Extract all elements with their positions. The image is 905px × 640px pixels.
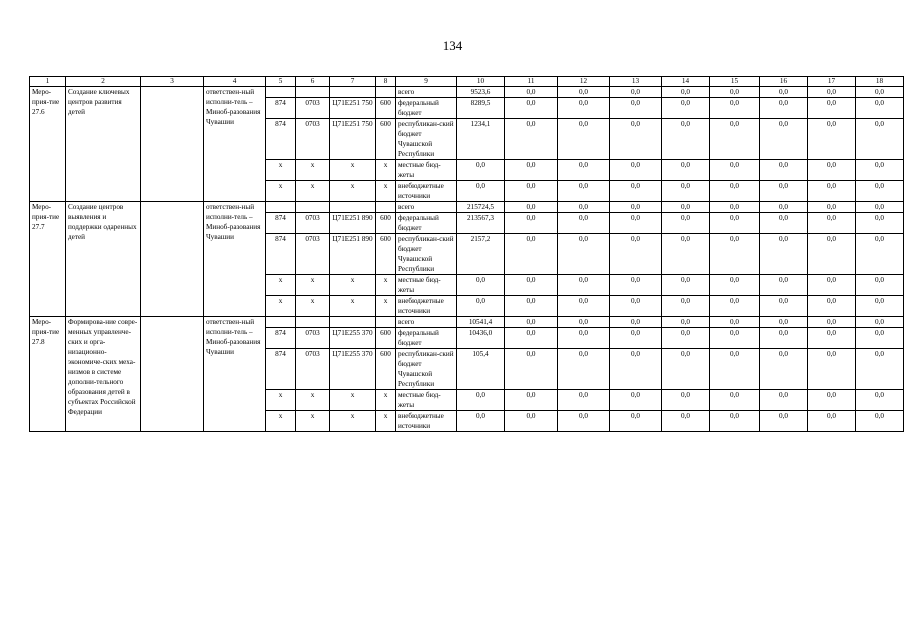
section-code-cell: 0703 [296, 328, 330, 349]
year-value-cell: 0,0 [662, 275, 710, 296]
year-value-cell: 0,0 [662, 390, 710, 411]
year-value-cell: 0,0 [710, 98, 760, 119]
expense-type-cell: х [376, 411, 396, 432]
budget-table [29, 76, 904, 432]
column-3-cell [141, 202, 204, 317]
year-value-cell: 0,0 [558, 119, 610, 160]
column-number-header: 7 [330, 77, 376, 87]
year-value-cell: 0,0 [662, 296, 710, 317]
grbs-code-cell: х [266, 411, 296, 432]
year-value-cell: 0,0 [505, 160, 558, 181]
year-value-cell: 0,0 [760, 349, 808, 390]
year-value-cell: 0,0 [505, 98, 558, 119]
year-value-cell: 0,0 [505, 349, 558, 390]
year-value-cell: 0,0 [808, 181, 856, 202]
funding-source-cell: всего [396, 202, 457, 213]
funding-source-cell: федеральный бюджет [396, 98, 457, 119]
year-value-cell: 0,0 [760, 234, 808, 275]
target-article-cell: Ц71Е251 890 [330, 234, 376, 275]
funding-source-cell: внебюджетные источники [396, 411, 457, 432]
section-code-cell: 0703 [296, 98, 330, 119]
expense-type-cell: 600 [376, 328, 396, 349]
funding-source-cell: внебюджетные источники [396, 296, 457, 317]
table-row [30, 87, 904, 98]
target-article-cell: х [330, 411, 376, 432]
year-value-cell: 0,0 [558, 234, 610, 275]
funding-source-cell: местные бюд-жеты [396, 275, 457, 296]
section-code-cell: 0703 [296, 349, 330, 390]
year-value-cell: 0,0 [662, 349, 710, 390]
section-code-cell [296, 202, 330, 213]
year-value-cell: 0,0 [662, 181, 710, 202]
target-article-cell: х [330, 275, 376, 296]
year-value-cell: 0,0 [662, 87, 710, 98]
section-code-cell [296, 317, 330, 328]
year-value-cell: 0,0 [662, 317, 710, 328]
year-value-cell: 0,0 [808, 296, 856, 317]
year-value-cell: 0,0 [808, 213, 856, 234]
target-article-cell: х [330, 390, 376, 411]
year-value-cell: 0,0 [558, 328, 610, 349]
year-value-cell: 0,0 [610, 296, 662, 317]
grbs-code-cell [266, 317, 296, 328]
year-value-cell: 0,0 [505, 87, 558, 98]
year-value-cell: 0,0 [760, 213, 808, 234]
year-value-cell: 0,0 [808, 275, 856, 296]
section-code-cell: х [296, 411, 330, 432]
funding-source-cell: местные бюд-жеты [396, 160, 457, 181]
year-value-cell: 0,0 [856, 98, 904, 119]
year-value-cell: 0,0 [610, 349, 662, 390]
measure-number-cell: Меро-прия-тие 27.8 [30, 317, 66, 432]
year-value-cell: 0,0 [505, 390, 558, 411]
funding-source-cell: республикан-ский бюджет Чувашской Республики [396, 349, 457, 390]
year-value-cell: 0,0 [558, 390, 610, 411]
amount-cell: 1234,1 [457, 119, 505, 160]
year-value-cell: 0,0 [710, 234, 760, 275]
year-value-cell: 0,0 [558, 202, 610, 213]
grbs-code-cell: 874 [266, 349, 296, 390]
grbs-code-cell: 874 [266, 234, 296, 275]
year-value-cell: 0,0 [662, 328, 710, 349]
section-code-cell: х [296, 296, 330, 317]
year-value-cell: 0,0 [856, 202, 904, 213]
year-value-cell: 0,0 [760, 275, 808, 296]
year-value-cell: 0,0 [558, 213, 610, 234]
year-value-cell: 0,0 [856, 181, 904, 202]
grbs-code-cell [266, 202, 296, 213]
year-value-cell: 0,0 [808, 87, 856, 98]
year-value-cell: 0,0 [760, 390, 808, 411]
responsible-executor-cell: ответствен-ный исполни-тель – Миноб-разования Чувашии [204, 87, 266, 202]
column-number-header: 4 [204, 77, 266, 87]
amount-cell: 2157,2 [457, 234, 505, 275]
year-value-cell: 0,0 [558, 411, 610, 432]
expense-type-cell: 600 [376, 98, 396, 119]
year-value-cell: 0,0 [610, 328, 662, 349]
year-value-cell: 0,0 [808, 349, 856, 390]
grbs-code-cell: 874 [266, 213, 296, 234]
amount-cell: 0,0 [457, 275, 505, 296]
year-value-cell: 0,0 [856, 296, 904, 317]
year-value-cell: 0,0 [610, 181, 662, 202]
expense-type-cell [376, 317, 396, 328]
year-value-cell: 0,0 [856, 234, 904, 275]
year-value-cell: 0,0 [558, 87, 610, 98]
measure-name-cell: Создание ключевых центров развития детей [66, 87, 141, 202]
year-value-cell: 0,0 [808, 98, 856, 119]
year-value-cell: 0,0 [505, 234, 558, 275]
amount-cell: 0,0 [457, 411, 505, 432]
year-value-cell: 0,0 [760, 160, 808, 181]
year-value-cell: 0,0 [610, 119, 662, 160]
year-value-cell: 0,0 [662, 119, 710, 160]
year-value-cell: 0,0 [710, 87, 760, 98]
year-value-cell: 0,0 [610, 202, 662, 213]
year-value-cell: 0,0 [558, 275, 610, 296]
amount-cell: 0,0 [457, 296, 505, 317]
section-code-cell: 0703 [296, 234, 330, 275]
amount-cell: 10436,0 [457, 328, 505, 349]
funding-source-cell: федеральный бюджет [396, 328, 457, 349]
year-value-cell: 0,0 [856, 275, 904, 296]
year-value-cell: 0,0 [610, 87, 662, 98]
column-number-header: 16 [760, 77, 808, 87]
column-number-header: 3 [141, 77, 204, 87]
year-value-cell: 0,0 [558, 317, 610, 328]
amount-cell: 9523,6 [457, 87, 505, 98]
amount-cell: 105,4 [457, 349, 505, 390]
year-value-cell: 0,0 [505, 202, 558, 213]
year-value-cell: 0,0 [856, 317, 904, 328]
target-article-cell [330, 317, 376, 328]
table-row [30, 202, 904, 213]
year-value-cell: 0,0 [505, 296, 558, 317]
target-article-cell: Ц71Е255 370 [330, 328, 376, 349]
page-number: 134 [442, 38, 463, 53]
measure-name-cell: Формирова-ние совре-менных управленче-ских и орга-низационно-экономиче-ских меха-низмов в системе дополни-тельного образования детей в субъектах Российской Федерации [66, 317, 141, 432]
section-code-cell: х [296, 181, 330, 202]
expense-type-cell: 600 [376, 119, 396, 160]
year-value-cell: 0,0 [662, 411, 710, 432]
target-article-cell: х [330, 181, 376, 202]
column-number-header: 8 [376, 77, 396, 87]
year-value-cell: 0,0 [558, 181, 610, 202]
year-value-cell: 0,0 [856, 328, 904, 349]
expense-type-cell: х [376, 181, 396, 202]
section-code-cell [296, 87, 330, 98]
grbs-code-cell: 874 [266, 328, 296, 349]
year-value-cell: 0,0 [856, 390, 904, 411]
amount-cell: 0,0 [457, 160, 505, 181]
year-value-cell: 0,0 [856, 119, 904, 160]
year-value-cell: 0,0 [760, 202, 808, 213]
column-3-cell [141, 87, 204, 202]
section-code-cell: х [296, 390, 330, 411]
year-value-cell: 0,0 [808, 411, 856, 432]
target-article-cell [330, 87, 376, 98]
year-value-cell: 0,0 [808, 202, 856, 213]
amount-cell: 0,0 [457, 390, 505, 411]
year-value-cell: 0,0 [710, 213, 760, 234]
section-code-cell: х [296, 160, 330, 181]
expense-type-cell [376, 202, 396, 213]
table-row [30, 317, 904, 328]
year-value-cell: 0,0 [610, 390, 662, 411]
target-article-cell: Ц71Е251 750 [330, 98, 376, 119]
amount-cell: 213567,3 [457, 213, 505, 234]
section-code-cell: х [296, 275, 330, 296]
grbs-code-cell: 874 [266, 98, 296, 119]
year-value-cell: 0,0 [710, 296, 760, 317]
year-value-cell: 0,0 [710, 202, 760, 213]
expense-type-cell: х [376, 390, 396, 411]
funding-source-cell: внебюджетные источники [396, 181, 457, 202]
expense-type-cell: х [376, 275, 396, 296]
grbs-code-cell: 874 [266, 119, 296, 160]
year-value-cell: 0,0 [760, 317, 808, 328]
measure-name-cell: Создание центров выявления и поддержки одаренных детей [66, 202, 141, 317]
column-number-header: 17 [808, 77, 856, 87]
year-value-cell: 0,0 [610, 98, 662, 119]
section-code-cell: 0703 [296, 119, 330, 160]
amount-cell: 10541,4 [457, 317, 505, 328]
expense-type-cell: х [376, 160, 396, 181]
grbs-code-cell: х [266, 181, 296, 202]
year-value-cell: 0,0 [610, 411, 662, 432]
year-value-cell: 0,0 [610, 213, 662, 234]
expense-type-cell: х [376, 296, 396, 317]
year-value-cell: 0,0 [760, 119, 808, 160]
funding-source-cell: республикан-ский бюджет Чувашской Республики [396, 119, 457, 160]
year-value-cell: 0,0 [662, 234, 710, 275]
column-number-header: 12 [558, 77, 610, 87]
funding-source-cell: всего [396, 317, 457, 328]
year-value-cell: 0,0 [760, 181, 808, 202]
year-value-cell: 0,0 [505, 328, 558, 349]
year-value-cell: 0,0 [760, 328, 808, 349]
year-value-cell: 0,0 [856, 160, 904, 181]
year-value-cell: 0,0 [558, 296, 610, 317]
measure-number-cell: Меро-прия-тие 27.6 [30, 87, 66, 202]
year-value-cell: 0,0 [558, 160, 610, 181]
funding-source-cell: республикан-ский бюджет Чувашской Республики [396, 234, 457, 275]
year-value-cell: 0,0 [710, 349, 760, 390]
year-value-cell: 0,0 [808, 328, 856, 349]
amount-cell: 215724,5 [457, 202, 505, 213]
year-value-cell: 0,0 [760, 296, 808, 317]
year-value-cell: 0,0 [808, 160, 856, 181]
year-value-cell: 0,0 [505, 317, 558, 328]
year-value-cell: 0,0 [505, 181, 558, 202]
year-value-cell: 0,0 [856, 87, 904, 98]
column-number-header: 15 [710, 77, 760, 87]
target-article-cell: Ц71Е251 750 [330, 119, 376, 160]
year-value-cell: 0,0 [808, 390, 856, 411]
year-value-cell: 0,0 [710, 411, 760, 432]
column-number-header: 13 [610, 77, 662, 87]
year-value-cell: 0,0 [856, 349, 904, 390]
target-article-cell: х [330, 296, 376, 317]
grbs-code-cell: х [266, 296, 296, 317]
year-value-cell: 0,0 [760, 411, 808, 432]
column-number-header: 1 [30, 77, 66, 87]
year-value-cell: 0,0 [558, 98, 610, 119]
year-value-cell: 0,0 [710, 317, 760, 328]
year-value-cell: 0,0 [710, 328, 760, 349]
responsible-executor-cell: ответствен-ный исполни-тель – Миноб-разования Чувашии [204, 317, 266, 432]
year-value-cell: 0,0 [808, 317, 856, 328]
year-value-cell: 0,0 [505, 213, 558, 234]
grbs-code-cell: х [266, 275, 296, 296]
amount-cell: 0,0 [457, 181, 505, 202]
expense-type-cell: 600 [376, 349, 396, 390]
year-value-cell: 0,0 [760, 98, 808, 119]
year-value-cell: 0,0 [808, 234, 856, 275]
column-number-header: 14 [662, 77, 710, 87]
year-value-cell: 0,0 [856, 411, 904, 432]
amount-cell: 8289,5 [457, 98, 505, 119]
grbs-code-cell: х [266, 390, 296, 411]
year-value-cell: 0,0 [610, 317, 662, 328]
year-value-cell: 0,0 [662, 213, 710, 234]
year-value-cell: 0,0 [808, 119, 856, 160]
year-value-cell: 0,0 [505, 275, 558, 296]
year-value-cell: 0,0 [710, 119, 760, 160]
column-number-header: 18 [856, 77, 904, 87]
column-number-header: 5 [266, 77, 296, 87]
column-number-header: 10 [457, 77, 505, 87]
year-value-cell: 0,0 [610, 160, 662, 181]
funding-source-cell: всего [396, 87, 457, 98]
grbs-code-cell [266, 87, 296, 98]
column-number-header: 6 [296, 77, 330, 87]
expense-type-cell: 600 [376, 213, 396, 234]
column-number-header: 2 [66, 77, 141, 87]
year-value-cell: 0,0 [662, 98, 710, 119]
funding-source-cell: федеральный бюджет [396, 213, 457, 234]
year-value-cell: 0,0 [610, 234, 662, 275]
year-value-cell: 0,0 [710, 160, 760, 181]
year-value-cell: 0,0 [710, 181, 760, 202]
year-value-cell: 0,0 [662, 160, 710, 181]
year-value-cell: 0,0 [856, 213, 904, 234]
column-3-cell [141, 317, 204, 432]
year-value-cell: 0,0 [558, 349, 610, 390]
year-value-cell: 0,0 [610, 275, 662, 296]
responsible-executor-cell: ответствен-ный исполни-тель – Миноб-разования Чувашии [204, 202, 266, 317]
column-number-header: 11 [505, 77, 558, 87]
expense-type-cell: 600 [376, 234, 396, 275]
year-value-cell: 0,0 [505, 119, 558, 160]
year-value-cell: 0,0 [505, 411, 558, 432]
expense-type-cell [376, 87, 396, 98]
year-value-cell: 0,0 [760, 87, 808, 98]
year-value-cell: 0,0 [710, 275, 760, 296]
target-article-cell: Ц71Е255 370 [330, 349, 376, 390]
target-article-cell: Ц71Е251 890 [330, 213, 376, 234]
header-row [30, 77, 904, 87]
column-number-header: 9 [396, 77, 457, 87]
target-article-cell: х [330, 160, 376, 181]
measure-number-cell: Меро-прия-тие 27.7 [30, 202, 66, 317]
year-value-cell: 0,0 [710, 390, 760, 411]
funding-source-cell: местные бюд-жеты [396, 390, 457, 411]
target-article-cell [330, 202, 376, 213]
grbs-code-cell: х [266, 160, 296, 181]
year-value-cell: 0,0 [662, 202, 710, 213]
section-code-cell: 0703 [296, 213, 330, 234]
